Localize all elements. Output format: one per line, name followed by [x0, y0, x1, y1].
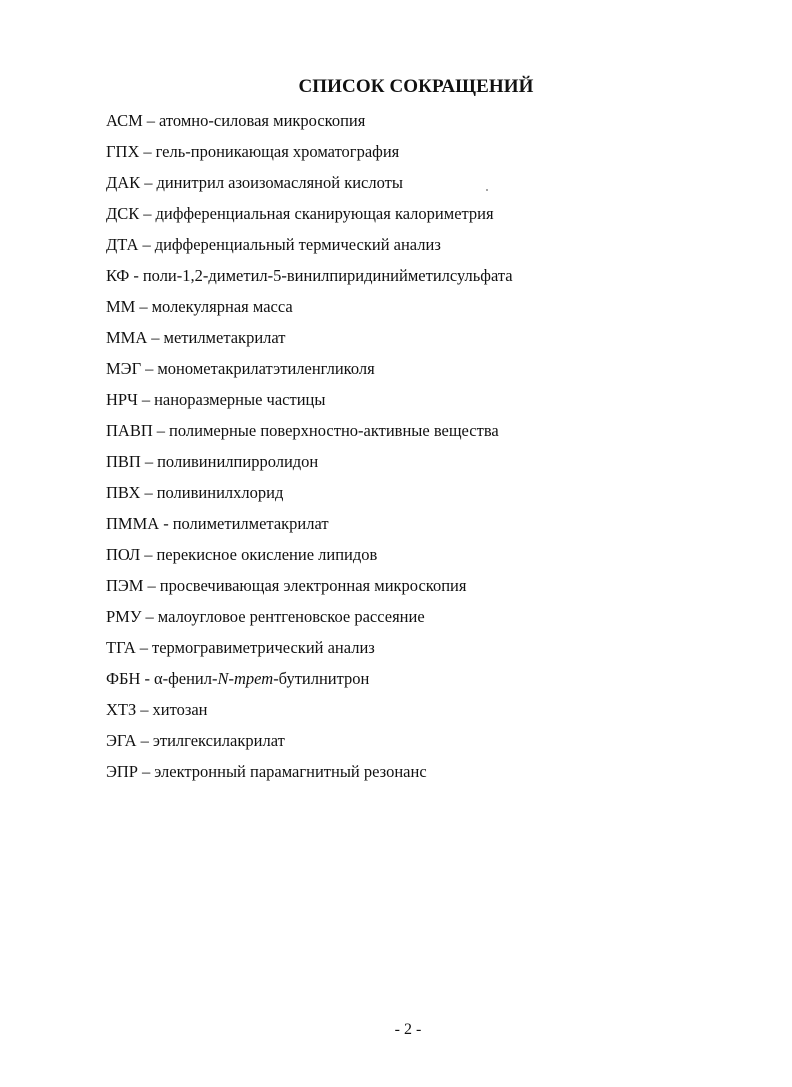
abbreviation-definition: полимерные поверхностно-активные вещества: [169, 421, 499, 440]
abbreviation-item: [106, 663, 513, 694]
abbreviation-definition: полиметилметакрилат: [172, 514, 329, 533]
abbreviation-term: ПАВП: [106, 421, 153, 440]
separator: -: [133, 266, 139, 285]
abbreviation-item: [106, 260, 513, 291]
definition-part-italic: трет: [234, 669, 274, 688]
abbreviation-item: [106, 136, 513, 167]
abbreviation-term: ПОЛ: [106, 545, 141, 564]
abbreviation-item: [106, 570, 513, 601]
abbreviation-item: [106, 539, 513, 570]
abbreviation-term: ХТЗ: [106, 700, 137, 719]
abbreviation-term: ММ: [106, 297, 136, 316]
separator: –: [156, 421, 166, 440]
abbreviation-term: ЭГА: [106, 731, 137, 750]
abbreviation-definition: поливинилпирролидон: [157, 452, 319, 471]
page-title: СПИСОК СОКРАЩЕНИЙ: [298, 76, 534, 97]
separator: –: [139, 297, 148, 316]
separator: –: [142, 762, 151, 781]
page-number: - 2 -: [394, 1021, 422, 1038]
abbreviation-definition: малоугловое рентгеновское рассеяние: [157, 607, 425, 626]
abbreviation-definition: просвечивающая электронная микроскопия: [159, 576, 467, 595]
abbreviation-term: КФ: [106, 266, 130, 285]
abbreviation-item: [106, 415, 513, 446]
abbreviation-term: ПММА: [106, 514, 160, 533]
abbreviation-item: [106, 446, 513, 477]
abbreviation-term: АСМ: [106, 111, 143, 130]
abbreviation-item: [106, 322, 513, 353]
separator: -: [144, 669, 150, 688]
definition-part: -бутилнитрон: [273, 669, 370, 688]
abbreviation-definition: атомно-силовая микроскопия: [159, 111, 366, 130]
abbreviation-term: НРЧ: [106, 390, 138, 409]
abbreviation-term: ТГА: [106, 638, 136, 657]
abbreviation-definition: динитрил азоизомасляной кислоты: [156, 173, 403, 192]
separator: –: [143, 142, 152, 161]
definition-part-italic: N: [217, 669, 229, 688]
abbreviation-term: ПВП: [106, 452, 141, 471]
separator: –: [151, 328, 160, 347]
abbreviation-definition: термогравиметрический анализ: [152, 638, 375, 657]
separator: –: [139, 638, 148, 657]
abbreviation-term: ДАК: [106, 173, 141, 192]
separator: –: [144, 452, 154, 471]
abbreviation-term: ДСК: [106, 204, 140, 223]
abbreviation-item: [106, 353, 513, 384]
definition-part: α-фенил-: [153, 669, 218, 688]
abbreviation-definition: [154, 669, 369, 688]
abbreviation-definition: электронный парамагнитный резонанс: [154, 762, 427, 781]
separator: –: [144, 483, 153, 502]
abbreviation-term: ФБН: [106, 669, 141, 688]
separator: –: [145, 359, 154, 378]
abbreviation-definition: наноразмерные частицы: [154, 390, 326, 409]
abbreviation-item: [106, 632, 513, 663]
separator: –: [144, 173, 153, 192]
separator: –: [145, 607, 154, 626]
scan-speck: [486, 189, 488, 191]
abbreviation-definition: поли-1,2-диметил-5-винилпиридинийметилсульфата: [142, 266, 513, 285]
abbreviation-item: [106, 694, 513, 725]
abbreviation-definition: дифференциальная сканирующая калориметрия: [155, 204, 494, 223]
abbreviation-item: [106, 167, 513, 198]
abbreviation-item: [106, 508, 513, 539]
abbreviation-definition: монометакрилатэтиленгликоля: [157, 359, 375, 378]
abbreviation-term: РМУ: [106, 607, 142, 626]
abbreviation-term: ЭПР: [106, 762, 138, 781]
definition-part: -: [228, 669, 234, 688]
abbreviation-item: [106, 725, 513, 756]
abbreviation-term: ПВХ: [106, 483, 141, 502]
abbreviation-definition: этилгексилакрилат: [152, 731, 285, 750]
abbreviation-term: ММА: [106, 328, 148, 347]
abbreviation-definition: молекулярная масса: [151, 297, 293, 316]
separator: –: [141, 390, 151, 409]
abbreviation-item: [106, 601, 513, 632]
abbreviation-term: ПЭМ: [106, 576, 144, 595]
separator: –: [142, 235, 151, 254]
abbreviation-item: [106, 291, 513, 322]
abbreviation-term: ДТА: [106, 235, 139, 254]
abbreviation-definition: перекисное окисление липидов: [156, 545, 378, 564]
abbreviation-list: [106, 105, 513, 787]
separator: –: [147, 576, 156, 595]
abbreviation-term: ГПХ: [106, 142, 140, 161]
abbreviation-definition: метилметакрилат: [163, 328, 286, 347]
separator: –: [140, 700, 149, 719]
separator: –: [143, 204, 152, 223]
abbreviation-item: [106, 756, 513, 787]
abbreviation-term: МЭГ: [106, 359, 142, 378]
separator: -: [163, 514, 169, 533]
abbreviation-item: [106, 477, 513, 508]
abbreviation-item: [106, 384, 513, 415]
abbreviation-item: [106, 105, 513, 136]
separator: –: [144, 545, 153, 564]
abbreviation-item: [106, 229, 513, 260]
abbreviation-definition: дифференциальный термический анализ: [154, 235, 441, 254]
abbreviation-definition: гель-проникающая хроматография: [155, 142, 400, 161]
separator: –: [140, 731, 149, 750]
abbreviation-item: [106, 198, 513, 229]
abbreviation-definition: хитозан: [152, 700, 208, 719]
abbreviation-definition: поливинилхлорид: [156, 483, 284, 502]
separator: –: [146, 111, 156, 130]
